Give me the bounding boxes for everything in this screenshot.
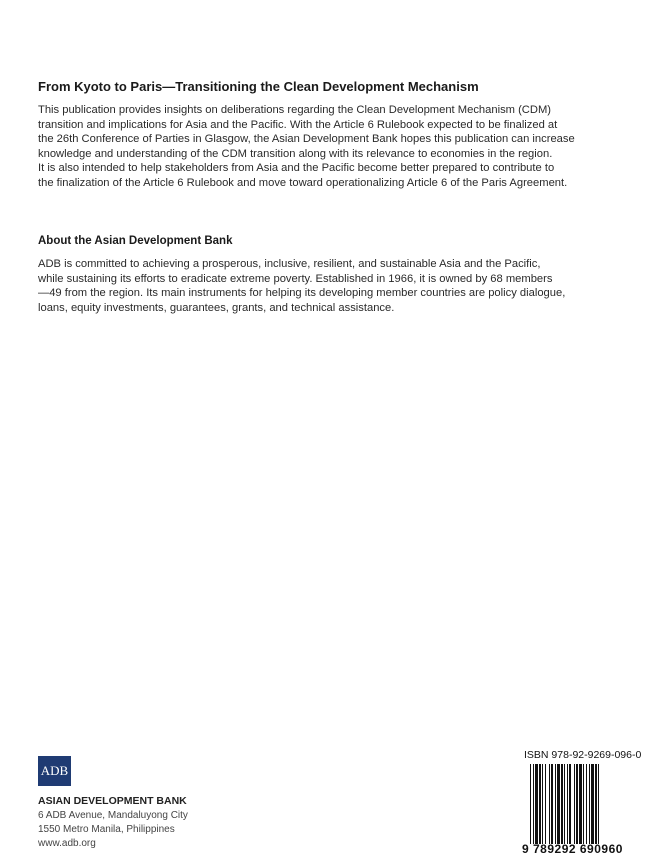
summary-paragraph bbox=[38, 103, 638, 191]
barcode bbox=[524, 764, 627, 844]
barcode-bar bbox=[555, 764, 556, 844]
barcode-bar bbox=[574, 764, 575, 844]
text-line: transition and implications for Asia and the Pacific. With the Article 6 Rulebook expected to be finalized at bbox=[38, 118, 558, 131]
adb-logo: ADB bbox=[38, 756, 71, 786]
barcode-bar bbox=[564, 764, 565, 844]
barcode-bar bbox=[586, 764, 587, 844]
address-line-1: 6 ADB Avenue, Mandaluyong City bbox=[38, 810, 188, 821]
publication-title: From Kyoto to Paris—Transitioning the Clean Development Mechanism bbox=[38, 79, 479, 94]
barcode-bar bbox=[530, 764, 531, 844]
text-line: knowledge and understanding of the CDM transition along with its relevance to economies in the region. bbox=[38, 147, 553, 160]
barcode-bar bbox=[539, 764, 541, 844]
barcode-bar bbox=[569, 764, 571, 844]
text-line: the 26th Conference of Parties in Glasgow, the Asian Development Bank hopes this publication can increase bbox=[38, 133, 575, 146]
text-line: It is also intended to help stakeholders from Asia and the Pacific become better prepared to contribute to bbox=[38, 162, 555, 175]
text-line: while sustaining its efforts to eradicate extreme poverty. Established in 1966, it is owned by 68 members bbox=[38, 272, 553, 285]
barcode-bar bbox=[557, 764, 560, 844]
barcode-bar bbox=[591, 764, 594, 844]
barcode-bar bbox=[551, 764, 553, 844]
website-link[interactable]: www.adb.org bbox=[38, 838, 96, 849]
barcode-bar bbox=[589, 764, 590, 844]
about-paragraph bbox=[38, 257, 638, 315]
barcode-bar bbox=[598, 764, 599, 844]
isbn-label: ISBN 978-92-9269-096-0 bbox=[524, 749, 642, 761]
barcode-bar bbox=[567, 764, 568, 844]
barcode-bar bbox=[583, 764, 584, 844]
barcode-bar bbox=[535, 764, 538, 844]
barcode-bar bbox=[576, 764, 578, 844]
address-line-2: 1550 Metro Manila, Philippines bbox=[38, 824, 175, 835]
barcode-bar bbox=[579, 764, 582, 844]
text-line: loans, equity investments, guarantees, grants, and technical assistance. bbox=[38, 301, 395, 314]
barcode-bar bbox=[561, 764, 563, 844]
about-heading: About the Asian Development Bank bbox=[38, 235, 233, 247]
barcode-bar bbox=[545, 764, 546, 844]
barcode-digits: 9 789292 690960 bbox=[522, 842, 623, 856]
text-line: This publication provides insights on deliberations regarding the Clean Development Mechanism (CDM) bbox=[38, 104, 552, 116]
barcode-bar bbox=[533, 764, 534, 844]
publisher-name: ASIAN DEVELOPMENT BANK bbox=[38, 795, 187, 807]
barcode-bar bbox=[542, 764, 543, 844]
barcode-bar bbox=[549, 764, 550, 844]
text-line: —49 from the region. Its main instruments for helping its developing member countries are policy dialogue, bbox=[38, 287, 566, 300]
barcode-bar bbox=[595, 764, 597, 844]
text-line: the finalization of the Article 6 Rulebook and move toward operationalizing Article 6 of the Paris Agreement. bbox=[38, 176, 568, 189]
text-line: ADB is committed to achieving a prosperous, inclusive, resilient, and sustainable Asia and the Pacific, bbox=[38, 258, 541, 270]
